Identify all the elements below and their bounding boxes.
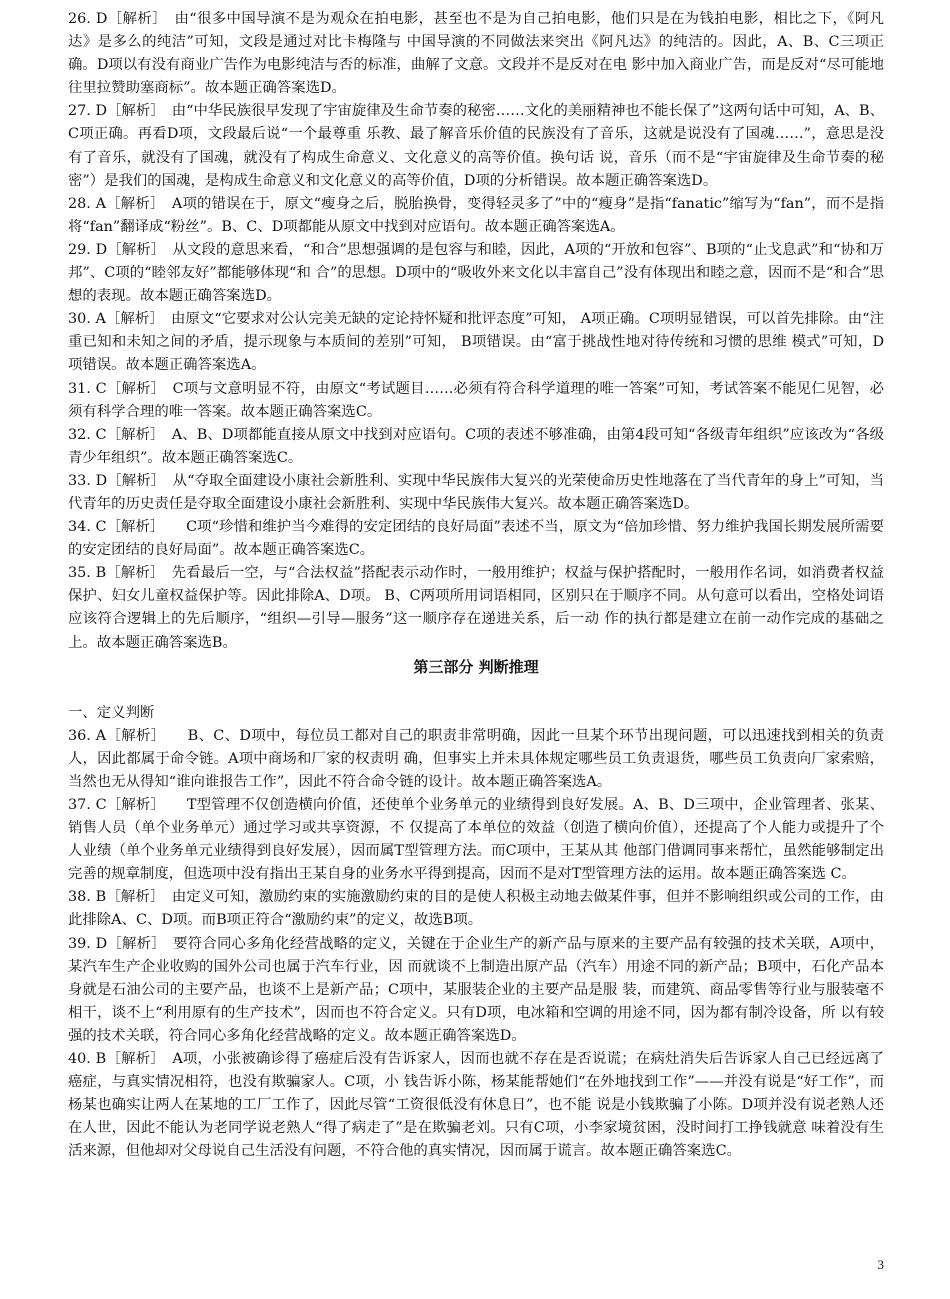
page-number: 3: [877, 1257, 884, 1272]
answer-34: 34. C［解析］ C项“珍惜和维护当今难得的安定团结的良好局面”表述不当，原文为“倍加珍惜、努力维护我国长期发展所需要的安定团结的良好局面”。故本题正确答案选C。: [68, 519, 884, 559]
answer-27: 27. D［解析］ 由“中华民族很早发现了宇宙旋律及生命节奏的秘密……文化的美丽精神也不能长保了”这两句话中可知，A、B、C项正确。再看D项，文段最后说“一个最尊重 乐教、最了解音乐价值的民族没有了音乐，这就是说没有了国魂……”，意思是没有了音乐，就没有了国魂，就没有了构成生命意义、文化意义的高等价值。换句话 说，音乐（而不是“宇宙旋律及生命节奏的秘密”）是我们的国魂，是构成生命意义和文化意义的高等价值，D项的分析错误。故本题正确答案选D。: [68, 103, 884, 189]
answer-32: 32. C［解析］ A、B、D项都能直接从原文中找到对应语句。C项的表述不够准确，由第4段可知“各级青年组织”应该改为“各级青少年组织”。故本题正确答案选C。: [68, 426, 884, 466]
answer-33: 33. D［解析］ 从“夺取全面建设小康社会新胜利、实现中华民族伟大复兴的光荣使命历史性地落在了当代青年的身上”可知，当代青年的历史责任是夺取全面建设小康社会新胜利、实现中华民族伟大复兴。故本题正确答案选D。: [68, 472, 884, 512]
answer-40: 40. B［解析］ A项，小张被确诊得了癌症后没有告诉家人，因而也就不存在是否说谎；在病灶消失后告诉家人自己已经远离了癌症，与真实情况相符，也没有欺骗家人。C项，小 钱告诉小陈，杨某能帮她们“在外地找到工作”——并没有说是“好工作”，而杨某也确实让两人在某地的工厂工作了，因此尽管“工资很低没有休息日”，也不能 说是小钱欺骗了小陈。D项并没有说老熟人还在人世，因此不能认为老同学说老熟人“得了病走了”是在欺骗老刘。只有C项，小李家境贫困，没时间打工挣钱就意 味着没有生活来源，但他却对父母说自己生活没有问题，不符合他的真实情况，因而属于谎言。故本题正确答案选C。: [68, 1051, 884, 1160]
answer-26: 26. D［解析］ 由“很多中国导演不是为观众在拍电影，甚至也不是为自己拍电影，他们只是在为钱拍电影，相比之下，《阿凡达》是多么的纯洁”可知，文段是通过对比卡梅隆与 中国导演的不同做法来突出《阿凡达》的纯洁的。因此，A、B、C三项正确。D项以有没有商业广告作为电影纯洁与否的标准，曲解了文意。文段并不是反对在电 影中加入商业广告，而是反对“尽可能地往里拉赞助塞商标”。故本题正确答案选D。: [68, 11, 884, 97]
subsection-title: 一、定义判断: [68, 704, 155, 721]
answer-30: 30. A［解析］ 由原文“它要求对公认完美无缺的定论持怀疑和批评态度”可知， A项正确。C项明显错误，可以首先排除。由“注重已知和未知之间的矛盾，提示现象与本质间的差别”可知， B项错误。由“富于挑战性地对待传统和习惯的思维 模式”可知，D项错误。故本题正确答案选A。: [68, 311, 884, 374]
answer-list-part2: [68, 8, 884, 655]
answer-list-part3: [68, 725, 884, 1164]
answer-29: 29. D［解析］ 从文段的意思来看，“和合”思想强调的是包容与和睦，因此，A项的“开放和包容”、B项的“止戈息武”和“协和万邦”、C项的“睦邻友好”都能够体现“和 合”的思想。D项中的“吸收外来文化以丰富自己”没有体现出和睦之意，因而不是“和合”思想的表现。故本题正确答案选D。: [68, 241, 884, 305]
answer-37: 37. C［解析］ T型管理不仅创造横向价值，还使单个业务单元的业绩得到良好发展。A、B、D三项中，企业管理者、张某、销售人员（单个业务单元）通过学习或共享资源，不 仅提高了本单位的效益（创造了横向价值），还提高了个人能力或提升了个人业绩（单个业务单元业绩得到良好发展），因而属T型管理方法。而C项中，王某从其 他部门借调同事来帮忙，虽然能够制定出完善的规章制度，但选项中没有指出王某自身的业务水平得到提高，因而不是对T型管理方法的运用。故本题正确答案选 C。: [68, 797, 884, 883]
answer-39: 39. D［解析］ 要符合同心多角化经营战略的定义，关键在于企业生产的新产品与原来的主要产品有较强的技术关联，A项中，某汽车生产企业收购的国外公司也属于汽车行业，因 而就谈不上制造出原产品（汽车）用途不同的新产品；B项中，石化产品本身就是石油公司的主要产品，也谈不上是新产品；C项中，某服装企业的主要产品是服 装，而建筑、商品零售等行业与服装毫不相干，谈不上“利用原有的生产技术”，因而也不符合定义。只有D项，电冰箱和空调的用途不同，因为都有制冷设备，所 以有较强的技术关联，符合同心多角化经营战略的定义。故本题正确答案选D。: [68, 935, 884, 1044]
answer-38: 38. B［解析］ 由定义可知，激励约束的实施激励约束的目的是使人积极主动地去做某件事，但并不影响组织或公司的工作，由此排除A、C、D项。而B项正符合“激励约束”的定义，故选B项。: [68, 889, 884, 929]
spacer: [68, 679, 884, 702]
answer-31: 31. C［解析］ C项与文意明显不符，由原文“考试题目……必须有符合科学道理的唯一答案”可知，考试答案不能见仁见智，必须有科学合理的唯一答案。故本题正确答案选C。: [68, 380, 884, 420]
answer-35: 35. B［解析］ 先看最后一空，与“合法权益”搭配表示动作时，一般用维护；权益与保护搭配时，一般用作名词，如消费者权益保护、妇女儿童权益保护等。因此排除A、D项。 B、C两项所用词语相同，区别只在于顺序不同。从句意可以看出，空格处词语应该符合逻辑上的先后顺序，“组织—引导—服务”这一顺序存在递进关系，后一动 作的执行都是建立在前一动作完成的基础之上。故本题正确答案选B。: [68, 565, 884, 651]
answer-28: 28. A［解析］ A项的错误在于，原文“瘦身之后，脱胎换骨，变得轻灵多了”中的“瘦身”是指“fanatic”缩写为“fan”，而不是指将“fan”翻译成“粉丝”。B、C、D项都能从原文中找到对应语句。故本题正确答案选A。: [68, 195, 884, 235]
answer-36: 36. A［解析］ B、C、D项中，每位员工都对自己的职责非常明确，因此一旦某个环节出现问题，可以迅速找到相关的负责人，因此都属于命令链。A项中商场和厂家的权责明 确，但事实上并未具体规定哪些员工负责退货，哪些员工负责向厂家索赔，当然也无从得知“谁向谁报告工作”，因此不符合命令链的设计。故本题正确答案选A。: [68, 727, 884, 790]
section-title: 第三部分 判断推理: [413, 657, 539, 676]
